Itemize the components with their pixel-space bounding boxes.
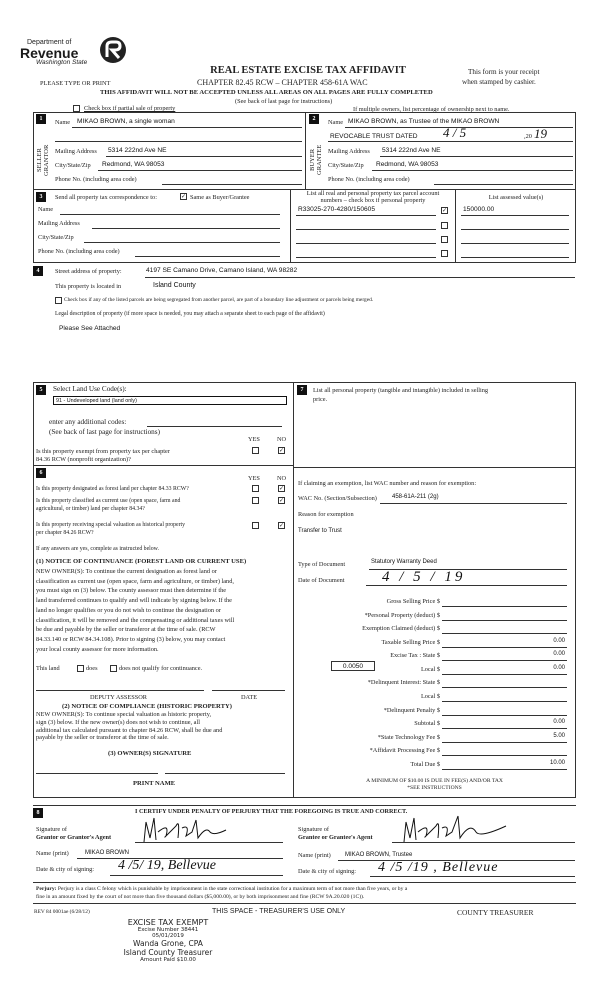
doc-type[interactable]: Statutory Warranty Deed	[371, 559, 437, 565]
phone-label: Phone No. (including area code)	[55, 176, 137, 183]
date-city-label: Date & city of signing:	[298, 868, 357, 875]
divider	[293, 467, 576, 468]
stamp-line: EXCISE TAX EXEMPT	[127, 918, 209, 927]
land-use-label: Select Land Use Code(s):	[53, 385, 127, 393]
dor-logo-icon	[98, 35, 128, 65]
additional-codes-input[interactable]	[147, 426, 282, 427]
grantor-agent-label: Grantor or Grantor's Agent	[36, 834, 112, 841]
notice2-text: NEW OWNER(S): To continue special valuation as historic property, sign (3) below. If the new owner(s) does not wish to continue, all additional tax calculated pursuant to chapter 84.26 RCW, shall be due and payable by the seller or transferor at the time of sale.	[36, 711, 223, 742]
current-use-no-checkbox[interactable]: ✓	[279, 497, 285, 504]
fee-line	[442, 660, 567, 661]
fee-line	[442, 633, 567, 634]
grantee-date-city[interactable]: 4 /5 /19 , Bellevue	[378, 860, 499, 875]
fee-line	[442, 674, 567, 675]
historic-no-checkbox[interactable]: ✓	[279, 522, 285, 529]
line	[60, 214, 280, 215]
multiple-owners-note: If multiple owners, list percentage of ownership next to name.	[353, 106, 510, 113]
stamp-line: Amount Paid $10.00	[140, 957, 196, 963]
name-label: Name	[38, 206, 54, 213]
section-number: 1	[36, 114, 46, 124]
mailing-line	[380, 156, 573, 157]
receipt-note: This form is your receipt	[468, 68, 540, 76]
section-number: 4	[33, 266, 43, 276]
line	[380, 503, 567, 504]
line	[92, 228, 280, 229]
section-number: 7	[297, 385, 307, 395]
date-city-label: Date & city of signing:	[36, 866, 95, 873]
legal-description[interactable]: Please See Attached	[59, 325, 121, 332]
doc-type-label: Type of Document	[298, 561, 346, 568]
city-label: City/State/Zip	[38, 234, 74, 241]
property-street[interactable]: 4197 SE Camano Drive, Camano Island, WA 98282	[146, 267, 298, 274]
name-label: Name	[55, 119, 71, 126]
land-use-value: 91 - Undeveloped land (land only)	[56, 398, 137, 404]
this-land-label: This land	[36, 665, 60, 672]
city-line	[98, 170, 302, 171]
perjury-text: Perjury is a class C felony which is punishable by imprisonment in the state correctional institution for a maximum term of not more than five years, or by a	[57, 886, 408, 892]
line[interactable]	[296, 229, 436, 230]
trust-year[interactable]: 19	[534, 126, 547, 141]
no-header: NO	[277, 475, 287, 482]
parcel-header: List all real and personal property tax parcel account	[306, 190, 440, 197]
treasurer-space-label: THIS SPACE - TREASURER'S USE ONLY	[212, 908, 346, 915]
exempt-no-checkbox[interactable]: ✓	[279, 447, 285, 454]
divider	[290, 189, 291, 263]
fee-line	[442, 715, 567, 716]
seller-name[interactable]: MIKAO BROWN, a single woman	[77, 118, 175, 125]
form-id: REV 84 0001ae (6/28/12)	[34, 909, 90, 915]
fee-label: Local $	[420, 693, 440, 700]
perjury-text: fine in an amount fixed by the court of not more than five thousand dollars ($5,000.00), or by both imprisonment and fine (RCW 9A.20.020 (1C)).	[36, 894, 365, 900]
owner-signature-label: (3) OWNER(S) SIGNATURE	[108, 750, 192, 757]
fee-value[interactable]: 0.00	[553, 651, 565, 657]
line	[84, 242, 280, 243]
if-yes-note: If any answers are yes, complete as instructed below.	[36, 546, 159, 552]
stamp-line: Island County Treasurer	[123, 948, 213, 957]
fee-label: Taxable Selling Price $	[381, 639, 440, 646]
logo-line: Washington State	[36, 59, 88, 66]
fee-label: Subtotal $	[414, 720, 440, 727]
does-checkbox[interactable]	[77, 665, 84, 672]
wac-number[interactable]: 458-61A-211 (2g)	[392, 494, 439, 500]
fee-value[interactable]: 5.00	[553, 733, 565, 739]
segregation-checkbox[interactable]	[55, 297, 62, 304]
county[interactable]: Island County	[153, 282, 196, 289]
value-header: List assessed value(s)	[488, 194, 544, 201]
local-rate: 0.0050	[342, 663, 364, 670]
personal-property-checkbox[interactable]	[441, 222, 448, 229]
treasurer-stamp	[118, 918, 218, 963]
parcel-header: numbers – check box if personal property	[320, 197, 426, 204]
stamp-line: Wanda Grone, CPA	[133, 939, 203, 948]
assessed-value[interactable]: 150000.00	[463, 206, 495, 213]
fee-line	[442, 687, 567, 688]
buyer-side-label: BUYER GRANTEE	[309, 144, 323, 176]
city-label: City/State/Zip	[55, 162, 91, 169]
line	[145, 277, 575, 278]
partial-sale-checkbox[interactable]	[73, 105, 80, 112]
stamp-line: Excise Number 38441	[137, 927, 199, 933]
section-number: 5	[36, 385, 46, 395]
no-header: NO	[277, 436, 287, 443]
fee-line	[442, 701, 567, 702]
type-or-print: PLEASE TYPE OR PRINT	[40, 80, 111, 87]
line[interactable]	[296, 257, 436, 258]
partial-sale-label: Check box if partial sale of property	[84, 105, 176, 112]
form-title: REAL ESTATE EXCISE TAX AFFIDAVIT	[210, 65, 406, 76]
does-not-checkbox[interactable]	[110, 665, 117, 672]
mailing-label: Mailing Address	[55, 148, 97, 155]
buyer-name-2[interactable]: REVOCABLE TRUST DATED	[330, 133, 418, 140]
see-back-note: (See back of last page for instructions)	[49, 428, 160, 436]
personal-property-label: price.	[313, 396, 328, 403]
personal-property-checkbox[interactable]	[441, 236, 448, 243]
county-treasurer-label: COUNTY TREASURER	[457, 908, 534, 917]
does-label: does	[86, 665, 98, 672]
phone-label: Phone No. (including area code)	[328, 176, 410, 183]
mailing-line	[106, 156, 302, 157]
fee-label: *Delinquent Penalty $	[383, 707, 440, 714]
doc-date-label: Date of Document	[298, 577, 345, 584]
section-number: 8	[33, 808, 43, 818]
certify-statement: I CERTIFY UNDER PENALTY OF PERJURY THAT THE FOREGOING IS TRUE AND CORRECT.	[135, 808, 408, 815]
seller-mailing[interactable]: 5314 222nd Ave NE	[108, 147, 167, 154]
segregation-label: Check box if any of the listed parcels are being segregated from another parcel, are part of a boundary line adjustment or parcels being merged.	[64, 297, 374, 303]
grantor-print-name[interactable]: MIKAO BROWN	[85, 850, 130, 856]
yes-header: YES	[248, 436, 260, 443]
notice2-title: (2) NOTICE OF COMPLIANCE (HISTORIC PROPERTY)	[62, 703, 232, 710]
owner-signature-line[interactable]	[165, 773, 285, 774]
warning-text: THIS AFFIDAVIT WILL NOT BE ACCEPTED UNLESS ALL AREAS ON ALL PAGES ARE FULLY COMPLETED	[100, 89, 433, 96]
fee-label: *Personal Property (deduct) $	[364, 612, 440, 619]
forest-no-checkbox[interactable]: ✓	[279, 485, 285, 492]
buyer-mailing[interactable]: 5314 222nd Ave NE	[382, 147, 441, 154]
name-line-2	[55, 141, 302, 142]
sig-of-label: Signature of	[36, 826, 67, 833]
fee-value[interactable]: 0.00	[553, 665, 565, 671]
fee-line	[442, 728, 567, 729]
line[interactable]	[461, 257, 569, 258]
forest-question: Is this property designated as forest land per chapter 84.33 RCW?	[36, 486, 189, 492]
fee-line	[442, 620, 567, 621]
chapter-line: CHAPTER 82.45 RCW – CHAPTER 458-61A WAC	[197, 78, 368, 87]
name-print-label: Name (print)	[298, 852, 331, 859]
divider	[293, 382, 294, 798]
street-label: Street address of property:	[55, 268, 122, 275]
exemption-reason[interactable]: Transfer to Trust	[298, 528, 342, 534]
send-label: Send all property tax correspondence to:	[55, 194, 157, 201]
wac-label: WAC No. (Section/Subsection)	[298, 495, 377, 502]
date-line[interactable]	[212, 690, 285, 691]
logo-line: Revenue	[20, 45, 79, 61]
divider	[33, 882, 576, 883]
see-back-note: (See back of last page for instructions)	[235, 98, 333, 105]
fee-value[interactable]: 0.00	[553, 638, 565, 644]
reason-label: Reason for exemption	[298, 511, 354, 518]
additional-codes-label: enter any additional codes:	[49, 418, 127, 426]
fee-label: *Delinquent Interest: State $	[367, 679, 440, 686]
historic-question: Is this property receiving special valuation as historical property	[36, 522, 186, 528]
current-use-question: agricultural, or timber) land per chapter 84.34?	[36, 506, 145, 512]
phone-line	[434, 184, 573, 185]
notice1-text: NEW OWNER(S): To continue the current designation as forest land or classification as current use (open space, farm and agriculture, or timber) land, you must sign on (3) below. The county assessor must then determine if the land transferred continues to qualify and will indicate by signing below. If the land no longer qualifies or you do not wish to continue the designation or classification, it will be removed and the compensating or additional taxes will be due and payable by the seller or transferor at the time of sale. (RCW 84.33.140 or RCW 84.34.108). Prior to signing (3) below, you may contact your local county assessor for more information.	[36, 568, 235, 653]
year-prefix: ,20	[524, 133, 532, 140]
fee-value[interactable]: 10.00	[549, 760, 565, 766]
line	[110, 875, 283, 876]
fee-line	[442, 647, 567, 648]
fee-label: *Affidavit Processing Fee $	[369, 747, 440, 754]
fee-line	[442, 742, 567, 743]
line[interactable]	[461, 229, 569, 230]
same-as-buyer-checkbox[interactable]: ✓	[181, 193, 187, 200]
exempt-question: 84.36 RCW (nonprofit organization)?	[36, 456, 131, 463]
deputy-assessor-label: DEPUTY ASSESSOR	[90, 694, 147, 701]
owner-signature-line[interactable]	[36, 773, 158, 774]
name-line	[72, 127, 302, 128]
section-number: 3	[36, 192, 46, 202]
divider	[33, 465, 293, 466]
personal-property-checkbox[interactable]: ✓	[442, 207, 448, 214]
phone-line	[162, 184, 302, 185]
perjury-bold: Perjury:	[36, 886, 57, 892]
grantee-print-name[interactable]: MIKAO BROWN, Trustee	[345, 852, 413, 858]
fee-line	[442, 769, 567, 770]
fee-label: Exemption Claimed (deduct) $	[362, 625, 440, 632]
seller-city[interactable]: Redmond, WA 98053	[102, 161, 165, 168]
does-not-label: does not qualify for continuance.	[119, 665, 203, 672]
city-label: City/State/Zip	[328, 162, 364, 169]
claim-label: If claiming an exemption, list WAC number and reason for exemption:	[298, 480, 477, 487]
phone-label: Phone No. (including area code)	[38, 248, 120, 255]
fee-line	[442, 606, 567, 607]
line	[461, 215, 569, 216]
line	[370, 876, 575, 877]
historic-yes-checkbox[interactable]	[252, 522, 259, 529]
deputy-assessor-line[interactable]	[36, 690, 204, 691]
parcel-number[interactable]: R33025-270-4280/150605	[298, 206, 375, 213]
see-instructions: *SEE INSTRUCTIONS	[407, 785, 462, 791]
exempt-yes-checkbox[interactable]	[252, 447, 259, 454]
yes-header: YES	[248, 475, 260, 482]
mailing-label: Mailing Address	[38, 220, 80, 227]
date-label: DATE	[241, 694, 258, 701]
name-print-label: Name (print)	[36, 850, 69, 857]
exempt-question: Is this property exempt from property tax per chapter	[36, 448, 170, 455]
grantee-agent-label: Grantee or Grantee's Agent	[298, 834, 373, 841]
sig-of-label: Signature of	[298, 826, 329, 833]
personal-property-checkbox[interactable]	[441, 250, 448, 257]
forest-yes-checkbox[interactable]	[252, 485, 259, 492]
logo-line: Department of	[27, 39, 72, 46]
divider	[33, 805, 576, 806]
personal-property-label: List all personal property (tangible and intangible) included in selling	[313, 387, 489, 394]
historic-question: per chapter 84.26 RCW?	[36, 530, 94, 536]
receipt-note: when stamped by cashier.	[462, 78, 536, 86]
seller-side-label: SELLER GRANTOR	[36, 144, 50, 176]
buyer-name[interactable]: MIKAO BROWN, as Trustee of the MIKAO BROWN	[348, 118, 500, 125]
land-use-select[interactable]	[53, 396, 287, 405]
trust-date[interactable]: 4 / 5	[443, 125, 467, 140]
fee-label: Total Due $	[410, 761, 440, 768]
grantor-signature[interactable]	[140, 812, 230, 844]
fee-label: Excise Tax : State $	[390, 652, 440, 659]
same-as-buyer-label: Same as Buyer/Grantee	[190, 194, 250, 201]
current-use-yes-checkbox[interactable]	[252, 497, 259, 504]
buyer-city[interactable]: Redmond, WA 98053	[376, 161, 439, 168]
divider	[33, 903, 576, 904]
line[interactable]	[296, 243, 436, 244]
fee-value[interactable]: 0.00	[553, 719, 565, 725]
print-name-label: PRINT NAME	[133, 780, 176, 787]
grantor-date-city[interactable]: 4 /5/ 19, Bellevue	[118, 858, 216, 873]
line	[296, 215, 436, 216]
local-rate-box[interactable]	[331, 661, 375, 671]
stamp-line: 05/01/2019	[152, 933, 184, 939]
divider	[455, 189, 456, 263]
section-number: 2	[309, 114, 319, 124]
section-number: 6	[36, 468, 46, 478]
fee-label: *State Technology Fee $	[377, 734, 440, 741]
mailing-label: Mailing Address	[328, 148, 370, 155]
minimum-note: A MINIMUM OF $10.00 IS DUE IN FEE(S) AND/OR TAX	[366, 778, 503, 784]
notice1-title: (1) NOTICE OF CONTINUANCE (FOREST LAND OR CURRENT USE)	[36, 558, 247, 565]
fee-label: Local $	[420, 666, 440, 673]
current-use-question: Is this property classified as current use (open space, farm and	[36, 498, 181, 504]
city-line	[372, 170, 573, 171]
fee-line	[442, 755, 567, 756]
name-label: Name	[328, 119, 344, 126]
line	[135, 256, 280, 257]
line[interactable]	[461, 243, 569, 244]
fee-label: Gross Selling Price $	[386, 598, 440, 605]
doc-date[interactable]: 4 / 5 / 19	[382, 569, 466, 585]
legal-label: Legal description of property (if more space is needed, you may attach a separate sheet to each page of the affidavit)	[55, 311, 325, 317]
divider	[305, 112, 306, 190]
located-label: This property is located in	[55, 283, 122, 290]
grantee-signature[interactable]	[400, 812, 510, 844]
